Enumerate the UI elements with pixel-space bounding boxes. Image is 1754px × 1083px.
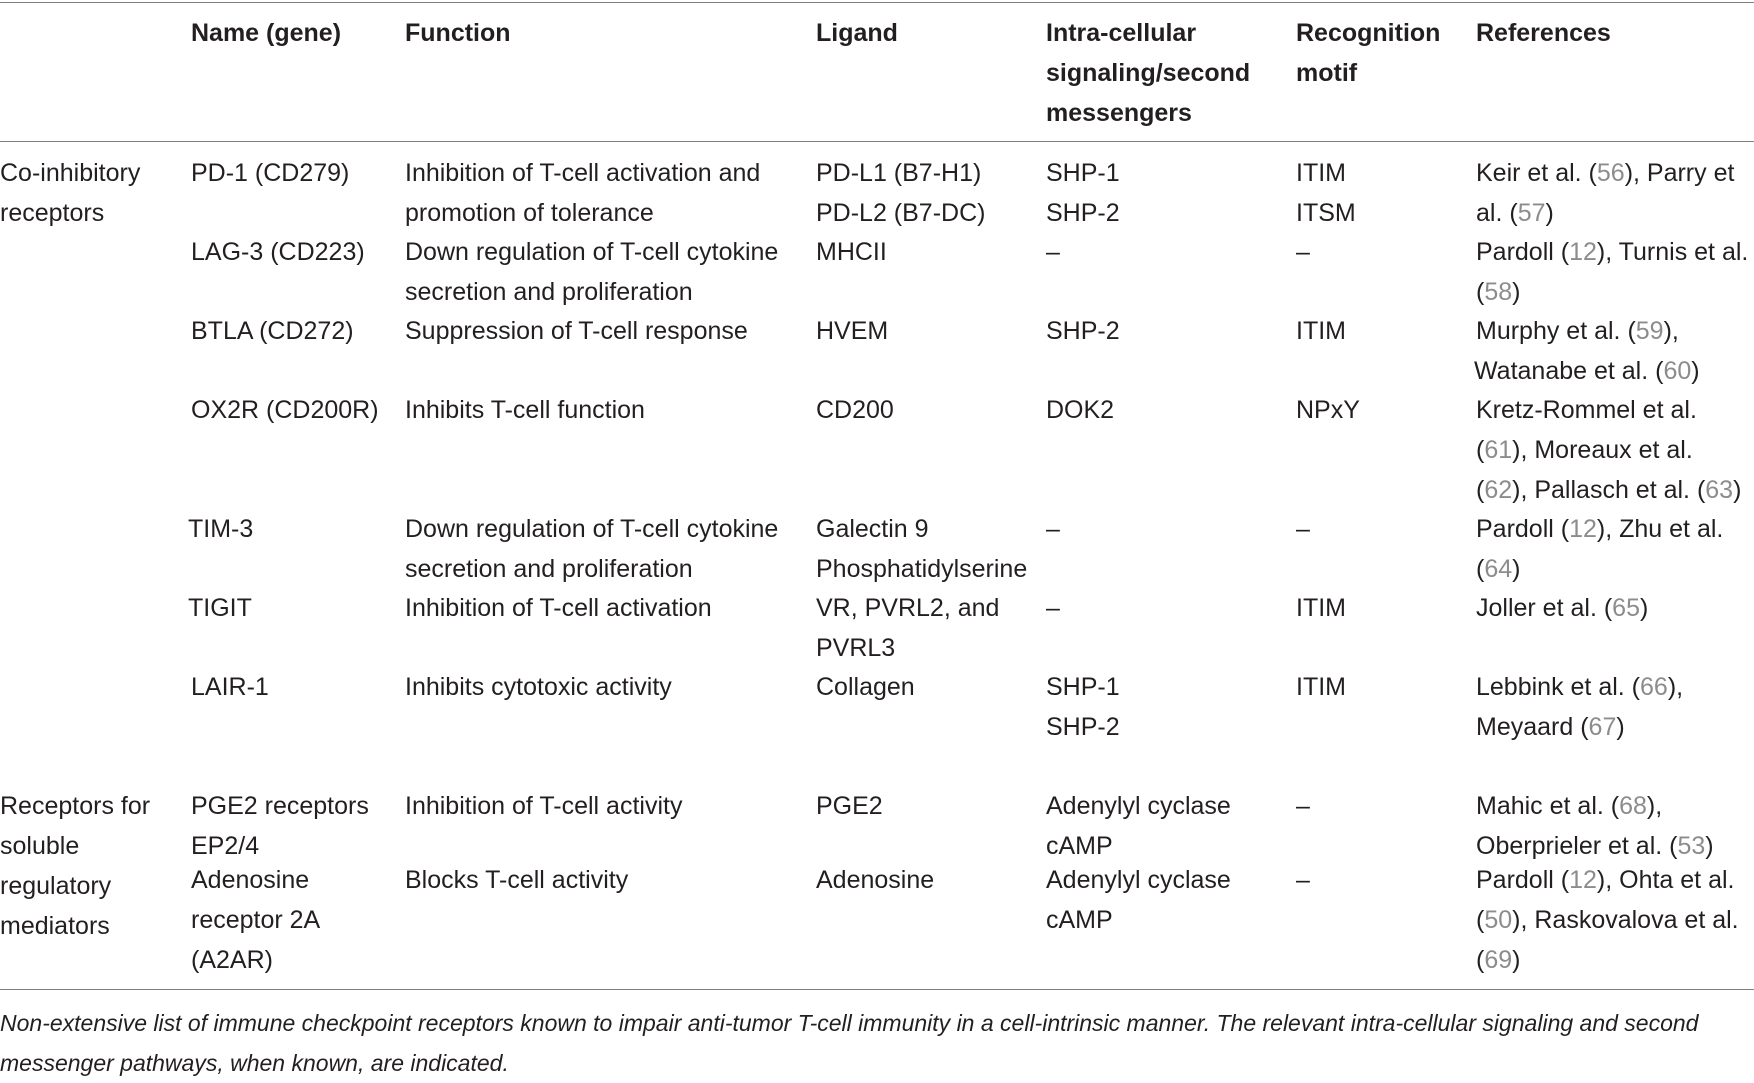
cell-ligand: PD-L2 (B7-DC) — [816, 199, 986, 227]
reference-link[interactable]: 63 — [1705, 476, 1734, 504]
reference-text: Meyaard ( — [1476, 713, 1589, 741]
reference-text: ), — [1646, 792, 1663, 820]
reference-link[interactable]: 12 — [1569, 866, 1597, 894]
cell-signaling: Adenylyl cyclase — [1046, 792, 1231, 820]
cell-ligand: CD200 — [816, 396, 894, 424]
cell-recognition-motif: ITIM — [1296, 673, 1346, 701]
reference-text: Kretz-Rommel et al. — [1476, 396, 1697, 424]
reference-text: ( — [1476, 946, 1485, 974]
cell-function: Inhibits cytotoxic activity — [405, 673, 672, 701]
cell-references — [1476, 430, 1693, 470]
cell-references — [1476, 193, 1554, 233]
cell-recognition-motif: ITSM — [1296, 199, 1356, 227]
cell-ligand: HVEM — [816, 317, 889, 345]
reference-text: ( — [1476, 436, 1485, 464]
table-header-rule — [0, 141, 1754, 142]
caption-line-2: messenger pathways, when known, are indicated. — [0, 1050, 509, 1076]
reference-text: Keir et al. ( — [1476, 159, 1597, 187]
cell-references — [1476, 588, 1648, 628]
reference-text: ) — [1512, 278, 1521, 306]
cell-ligand: PVRL3 — [816, 634, 896, 662]
reference-text: ), Ohta et al. — [1596, 866, 1735, 894]
cell-function: promotion of tolerance — [405, 199, 654, 227]
reference-text: ) — [1733, 476, 1742, 504]
reference-text: ), — [1667, 673, 1684, 701]
reference-text: ) — [1545, 199, 1554, 227]
cell-name-gene: TIGIT — [188, 594, 252, 622]
cell-signaling: cAMP — [1046, 906, 1113, 934]
header-function: Function — [405, 19, 511, 47]
cell-name-gene: LAIR-1 — [191, 673, 269, 701]
reference-text: al. ( — [1476, 199, 1518, 227]
reference-text: Pardoll ( — [1476, 866, 1570, 894]
caption-line-1: Non-extensive list of immune checkpoint receptors known to impair anti-tumor T-cell immunity in a cell-intrinsic manner. The relevant intra-cellular signaling and second — [0, 1010, 1699, 1036]
cell-references — [1476, 900, 1739, 940]
reference-link[interactable]: 59 — [1635, 317, 1664, 345]
cell-recognition-motif: – — [1296, 238, 1310, 266]
reference-text: ), Raskovalova et al. — [1512, 906, 1739, 934]
cell-ligand: MHCII — [816, 238, 887, 266]
cell-references — [1476, 707, 1625, 747]
reference-link[interactable]: 67 — [1588, 713, 1617, 741]
reference-text: Oberprieler et al. ( — [1476, 832, 1678, 860]
cell-signaling: SHP-2 — [1046, 317, 1120, 345]
cell-name-gene: EP2/4 — [191, 832, 260, 860]
reference-text: ), Pallasch et al. ( — [1512, 476, 1706, 504]
cell-name-gene: PD-1 (CD279) — [191, 159, 350, 187]
cell-signaling: SHP-1 — [1046, 673, 1120, 701]
reference-text: ), — [1663, 317, 1679, 345]
reference-link[interactable]: 66 — [1640, 673, 1668, 701]
reference-link[interactable]: 56 — [1596, 159, 1625, 187]
cell-name-gene: receptor 2A — [191, 906, 321, 934]
cell-signaling: – — [1046, 515, 1060, 543]
reference-text: Pardoll ( — [1476, 515, 1570, 543]
cell-recognition-motif: – — [1296, 866, 1310, 894]
reference-text: ( — [1476, 906, 1485, 934]
header-signaling: Intra-cellular — [1046, 19, 1197, 47]
cell-ligand: Collagen — [816, 673, 915, 701]
cell-function: Down regulation of T-cell cytokine — [405, 238, 779, 266]
reference-link[interactable]: 57 — [1517, 199, 1546, 227]
group-label-soluble-mediators: Receptors for — [0, 792, 151, 820]
cell-ligand: PD-L1 (B7-H1) — [816, 159, 982, 187]
cell-references — [1476, 509, 1723, 549]
cell-references — [1476, 390, 1697, 430]
reference-link[interactable]: 60 — [1663, 357, 1692, 385]
reference-link[interactable]: 53 — [1677, 832, 1706, 860]
cell-references — [1476, 311, 1679, 351]
reference-text: Mahic et al. ( — [1476, 792, 1620, 820]
cell-recognition-motif: – — [1296, 792, 1310, 820]
reference-text: ), Turnis et al. — [1596, 238, 1749, 266]
reference-text: ), Zhu et al. — [1596, 515, 1724, 543]
cell-references — [1476, 549, 1520, 589]
cell-function: Inhibition of T-cell activation — [405, 594, 712, 622]
cell-name-gene: (A2AR) — [191, 946, 273, 974]
reference-text: ( — [1476, 476, 1485, 504]
cell-signaling: DOK2 — [1046, 396, 1115, 424]
cell-function: Inhibits T-cell function — [405, 396, 645, 424]
group-label-coinhibitory: receptors — [0, 199, 105, 227]
cell-references — [1476, 272, 1520, 312]
reference-link[interactable]: 65 — [1612, 594, 1640, 622]
cell-ligand: Galectin 9 — [816, 515, 929, 543]
cell-signaling: SHP-1 — [1046, 159, 1120, 187]
cell-references — [1476, 940, 1520, 980]
reference-link[interactable]: 50 — [1484, 906, 1513, 934]
header-name-gene: Name (gene) — [191, 19, 342, 47]
cell-name-gene: TIM-3 — [188, 515, 254, 543]
header-signaling: signaling/second — [1046, 59, 1251, 87]
group-label-soluble-mediators: soluble — [0, 832, 80, 860]
header-ligand: Ligand — [816, 19, 898, 47]
cell-function: Suppression of T-cell response — [405, 317, 748, 345]
cell-name-gene: PGE2 receptors — [191, 792, 369, 820]
cell-ligand: Phosphatidylserine — [816, 555, 1028, 583]
reference-text: ) — [1616, 713, 1625, 741]
reference-text: Murphy et al. ( — [1476, 317, 1636, 345]
reference-text: ) — [1705, 832, 1714, 860]
cell-ligand: PGE2 — [816, 792, 883, 820]
cell-references — [1476, 667, 1683, 707]
cell-signaling: Adenylyl cyclase — [1046, 866, 1231, 894]
group-label-soluble-mediators: regulatory — [0, 872, 112, 900]
cell-signaling: – — [1046, 238, 1060, 266]
reference-link[interactable]: 64 — [1484, 555, 1513, 583]
table-bottom-rule — [0, 989, 1754, 990]
reference-text: Watanabe et al. ( — [1474, 357, 1664, 385]
cell-name-gene: Adenosine — [191, 866, 310, 894]
cell-signaling: SHP-2 — [1046, 199, 1120, 227]
cell-references — [1476, 786, 1662, 826]
cell-signaling: – — [1046, 594, 1060, 622]
reference-link[interactable]: 69 — [1484, 946, 1513, 974]
reference-text: Lebbink et al. ( — [1476, 673, 1640, 701]
group-label-coinhibitory: Co-inhibitory — [0, 159, 141, 187]
reference-text: ( — [1476, 555, 1485, 583]
cell-recognition-motif: ITIM — [1296, 594, 1346, 622]
cell-ligand: Adenosine — [816, 866, 935, 894]
cell-function: secretion and proliferation — [405, 278, 693, 306]
reference-link[interactable]: 61 — [1484, 436, 1513, 464]
cell-references — [1474, 351, 1700, 391]
cell-function: Down regulation of T-cell cytokine — [405, 515, 779, 543]
cell-references — [1476, 232, 1748, 272]
cell-function: Blocks T-cell activity — [405, 866, 629, 894]
reference-text: ), Parry et — [1624, 159, 1735, 187]
reference-link[interactable]: 68 — [1619, 792, 1647, 820]
cell-name-gene: BTLA (CD272) — [191, 317, 354, 345]
table-top-rule — [0, 2, 1754, 3]
cell-recognition-motif: – — [1296, 515, 1310, 543]
table-caption — [0, 1003, 1754, 1083]
reference-text: ) — [1639, 594, 1649, 622]
header-signaling: messengers — [1046, 99, 1192, 127]
cell-recognition-motif: ITIM — [1296, 317, 1346, 345]
reference-text: Joller et al. ( — [1476, 594, 1613, 622]
cell-references — [1476, 153, 1734, 193]
reference-text: ), Moreaux et al. — [1512, 436, 1693, 464]
reference-text: ( — [1476, 278, 1485, 306]
reference-text: ) — [1512, 555, 1521, 583]
reference-text: ) — [1512, 946, 1521, 974]
reference-text: Pardoll ( — [1476, 238, 1570, 266]
cell-function: Inhibition of T-cell activity — [405, 792, 683, 820]
reference-link[interactable]: 12 — [1569, 515, 1597, 543]
header-recognition-motif: Recognition — [1296, 19, 1441, 47]
cell-name-gene: LAG-3 (CD223) — [191, 238, 365, 266]
cell-signaling: cAMP — [1046, 832, 1113, 860]
cell-references — [1476, 470, 1741, 510]
cell-function: secretion and proliferation — [405, 555, 693, 583]
cell-function: Inhibition of T-cell activation and — [405, 159, 761, 187]
reference-link[interactable]: 12 — [1569, 238, 1597, 266]
cell-ligand: VR, PVRL2, and — [816, 594, 1000, 622]
reference-link[interactable]: 62 — [1484, 476, 1513, 504]
group-label-soluble-mediators: mediators — [0, 912, 110, 940]
reference-link[interactable]: 58 — [1484, 278, 1513, 306]
header-recognition-motif: motif — [1296, 59, 1358, 87]
header-references: References — [1476, 19, 1611, 47]
cell-name-gene: OX2R (CD200R) — [191, 396, 379, 424]
reference-text: ) — [1691, 357, 1700, 385]
cell-recognition-motif: ITIM — [1296, 159, 1346, 187]
cell-references — [1476, 860, 1734, 900]
cell-recognition-motif: NPxY — [1296, 396, 1360, 424]
cell-signaling: SHP-2 — [1046, 713, 1120, 741]
